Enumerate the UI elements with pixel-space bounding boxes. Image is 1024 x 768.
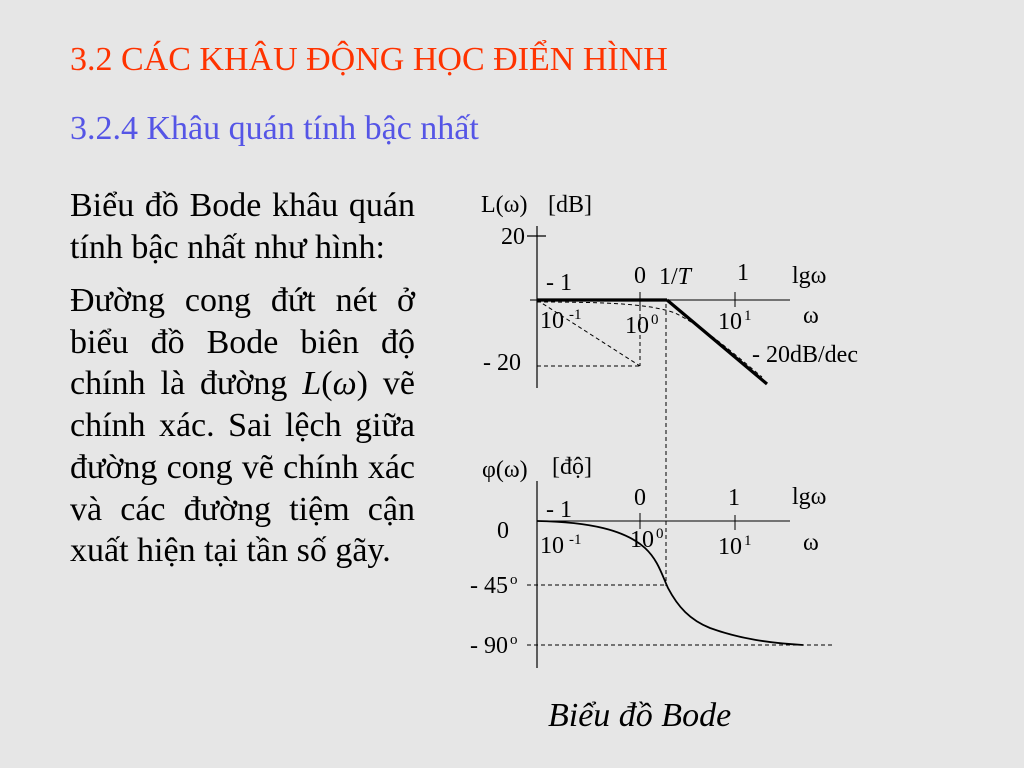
degree-mark: o [510, 572, 518, 588]
magnitude-lg-tick-1: 1 [737, 260, 749, 286]
body-line: xuất hiện tại tần số gãy. [70, 532, 391, 570]
phase-freq-tick-10-minus1 [540, 534, 582, 561]
time-constant-variable: T [677, 264, 692, 290]
math-variable-l: L [302, 365, 322, 403]
math-variable-omega: ω [332, 365, 357, 403]
section-subtitle: 3.2.4 Khâu quán tính bậc nhất [70, 110, 479, 147]
corner-frequency-text: 1/ [659, 264, 678, 290]
phase-y-tick-value: 0 [497, 518, 509, 544]
freq-tick-base: 10 [630, 527, 654, 553]
body-line: chính xác. Sai lệch giữa [70, 407, 415, 445]
magnitude-lg-tick-minus1: - 1 [546, 270, 572, 296]
body-line: tính bậc nhất như hình: [70, 229, 385, 266]
freq-tick-base: 10 [540, 533, 564, 559]
magnitude-y-label: L(ω) [481, 192, 528, 218]
phase-lg-axis-label: lgω [792, 484, 827, 510]
body-line: và các đường tiệm cận [70, 490, 415, 528]
slide-title: 3.2 CÁC KHÂU ĐỘNG HỌC ĐIỂN HÌNH [70, 41, 668, 78]
body-line: Đường cong đứt nét ở [70, 282, 415, 319]
diagram-caption: Biểu đồ Bode [548, 697, 732, 734]
phase-freq-axis-label: ω [803, 530, 819, 556]
slope-label: - 20dB/dec [752, 342, 858, 368]
phase-y-tick-value: - 45 [470, 573, 508, 599]
phase-y-tick-value: - 90 [470, 633, 508, 659]
magnitude-lg-tick-0: 0 [634, 263, 646, 289]
magnitude-y-tick-20: 20 [501, 224, 525, 250]
degree-mark: o [510, 632, 518, 648]
phase-freq-tick-10-1 [718, 535, 752, 562]
phase-lg-tick-minus1: - 1 [546, 497, 572, 523]
magnitude-lg-axis-label: lgω [792, 263, 827, 289]
body-text-segment: ( [321, 365, 333, 403]
freq-tick-exponent: 0 [651, 312, 659, 328]
corner-frequency-label [659, 265, 691, 289]
freq-tick-exponent: 0 [656, 526, 664, 542]
phase-y-label: φ(ω) [482, 457, 528, 483]
phase-lg-tick-1: 1 [728, 485, 740, 511]
phase-freq-tick-10-0 [630, 528, 664, 555]
magnitude-freq-tick-10-minus1 [540, 309, 582, 336]
phase-y-unit: [độ] [552, 454, 592, 480]
body-line: biểu đồ Bode biên độ [70, 323, 415, 361]
freq-tick-exponent: -1 [569, 307, 582, 323]
magnitude-freq-tick-10-1 [718, 310, 752, 337]
magnitude-freq-axis-label: ω [803, 303, 819, 329]
freq-tick-base: 10 [718, 534, 742, 560]
freq-tick-exponent: 1 [744, 308, 752, 324]
phase-y-tick-0 [497, 519, 509, 543]
freq-tick-base: 10 [540, 308, 564, 334]
body-line: Biểu đồ Bode khâu quán [70, 187, 415, 224]
freq-tick-exponent: 1 [744, 533, 752, 549]
phase-y-tick-minus90 [470, 634, 518, 661]
phase-y-tick-minus45 [470, 574, 518, 601]
body-line: đường cong vẽ chính xác [70, 448, 415, 486]
freq-tick-base: 10 [625, 313, 649, 339]
body-text-segment: ) vẽ [356, 365, 415, 403]
freq-tick-base: 10 [718, 309, 742, 335]
magnitude-freq-tick-10-0 [625, 314, 659, 341]
freq-tick-exponent: -1 [569, 532, 582, 548]
phase-lg-tick-0: 0 [634, 485, 646, 511]
body-text-segment: chính là đường [70, 365, 303, 403]
magnitude-y-tick-minus20: - 20 [483, 350, 521, 376]
magnitude-y-unit: [dB] [548, 192, 592, 218]
